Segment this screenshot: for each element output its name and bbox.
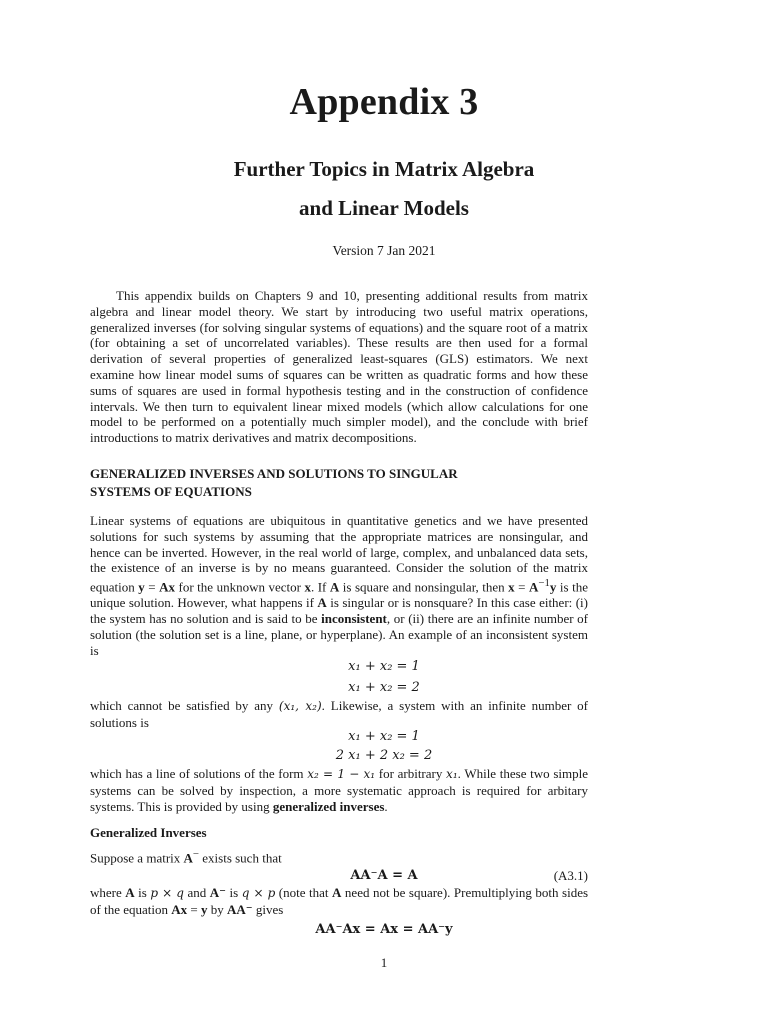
- matrix-A: A: [317, 595, 327, 611]
- chapter-title: Appendix 3: [289, 81, 479, 123]
- text-run: is singular or is nonsquare? In this case either: (i) the system has no solution and is said to be: [90, 595, 588, 627]
- equation-infinite-1: x₁ + x₂ = 1: [348, 729, 420, 744]
- matrix-A: A: [329, 579, 340, 595]
- generalized-inverse-exponent: −: [192, 848, 200, 860]
- version-date: Version 7 Jan 2021: [332, 243, 436, 258]
- section-heading-line-1: GENERALIZED INVERSES AND SOLUTIONS TO SINGULAR: [90, 466, 458, 481]
- subtitle-line-1: Further Topics in Matrix Algebra: [233, 157, 535, 181]
- paragraph-after-inconsistent: [90, 698, 588, 731]
- text-run: for the unknown vector: [175, 579, 305, 595]
- text-run: , or (ii) there are an infinite number of solution (the solution set is a line, plane, or hyperplane). An example of an inconsistent system is: [90, 611, 588, 658]
- matrix-AA-minus: AA⁻: [226, 901, 253, 917]
- section-heading: [90, 465, 588, 501]
- vector-y: y: [549, 579, 557, 595]
- equation-infinite-2: 2 x₁ + 2 x₂ = 2: [335, 748, 433, 763]
- text-run: (note that: [275, 885, 333, 900]
- matrix-A: A: [125, 885, 135, 900]
- vector-x: x: [508, 579, 515, 595]
- text-run: need not be square). Premultiplying both sides of the equation: [90, 885, 589, 917]
- matrix-A-minus: A⁻: [209, 885, 226, 900]
- equation-inconsistent-1: x₁ + x₂ = 1: [348, 659, 420, 674]
- text-run: . If: [310, 579, 330, 595]
- text-run: .: [384, 798, 388, 814]
- math-variable: x₁: [446, 767, 458, 781]
- matrix-A: A: [332, 885, 342, 900]
- text-run: which has a line of solutions of the form: [90, 766, 308, 781]
- text-run: is: [226, 885, 242, 900]
- text-run: Suppose a matrix: [90, 850, 184, 866]
- text-run: which cannot be satisfied by any: [90, 698, 279, 713]
- matrix-A: A: [529, 579, 539, 595]
- subsection-title: Generalized Inverses: [90, 825, 207, 840]
- text-run: =: [187, 901, 201, 917]
- where-paragraph: [90, 885, 588, 918]
- matrix-Ax: Ax: [159, 579, 176, 595]
- math-form: x₂ = 1 − x₁: [307, 767, 376, 781]
- math-dimension: p × q: [150, 886, 184, 900]
- page-number: 1: [380, 955, 388, 970]
- vector-y: y: [200, 901, 208, 917]
- text-run: for arbitrary: [375, 766, 447, 781]
- equation-a3-1: [0, 868, 768, 883]
- inverse-exponent: −1: [538, 577, 550, 590]
- text-run: =: [144, 579, 160, 595]
- generalized-inverse-intro-paragraph: [90, 513, 588, 659]
- matrix-A: A: [183, 850, 193, 866]
- equation-final: [0, 922, 768, 937]
- equation-final-body: AA⁻Ax = Ax = AA⁻y: [315, 922, 453, 937]
- math-pair: (x₁, x₂): [278, 699, 322, 713]
- equation-a3-1-body: AA⁻A = A: [350, 868, 418, 883]
- vector-x: x: [304, 579, 311, 595]
- math-dimension: q × p: [241, 886, 276, 900]
- text-run: by: [207, 901, 227, 917]
- paragraph-after-infinite: [90, 766, 588, 814]
- term-generalized-inverses: generalized inverses: [272, 798, 385, 814]
- section-heading-line-2: SYSTEMS OF EQUATIONS: [90, 484, 252, 499]
- text-run: . While these two simple systems can be solved by inspection, a more systematic approach is required for arbitary systems. This is provided by using: [90, 766, 588, 814]
- intro-paragraph: This appendix builds on Chapters 9 and 10, presenting additional results from matrix algebra and linear model theory. We start by introducing two useful matrix operations, generalized inverses (for solving singular systems of equations) and the square root of a matrix (for obtaining a set of uncorrelated variables). These results are then used for a formal derivation of several properties of generalized least-squares (GLS) estimators. We next examine how linear model sums of squares can be written as quadratic forms and how these sums of squares are used in formal hypothesis testing and in the construction of confidence intervals. We then turn to equivalent linear mixed models (which allow calculations for one model to be performed on a potentially much simpler model), and the conclude with brief introductions to matrix derivatives and matrix decompositions.: [90, 288, 588, 446]
- equation-number: (A3.1): [553, 868, 588, 883]
- text-run: and: [183, 885, 210, 900]
- text-run: where: [90, 885, 126, 900]
- text-run: Linear systems of equations are ubiquitous in quantitative genetics and we have presented solutions for such systems by assuming that the appropriate matrices are nonsingular, and hence can be inverted. However, in the real world of large, complex, and unbalanced data sets, the existence of an inverse is by no means guaranteed. Consider the solution of the matrix equation: [90, 513, 588, 595]
- suppose-paragraph: [90, 847, 588, 866]
- text-run: . Likewise, a system with an infinite number of solutions is: [90, 698, 588, 730]
- text-run: is the unique solution. However, what happens if: [90, 579, 588, 611]
- text-run: exists such that: [199, 850, 282, 866]
- text-run: is: [134, 885, 151, 900]
- text-run: is square and nonsingular, then: [339, 579, 509, 595]
- vector-y: y: [138, 579, 145, 595]
- equation-inconsistent-2: x₁ + x₂ = 2: [348, 680, 420, 695]
- text-run: =: [514, 579, 529, 595]
- text-run: gives: [252, 901, 284, 917]
- term-inconsistent: inconsistent: [321, 611, 387, 627]
- subtitle-line-2: and Linear Models: [299, 196, 469, 220]
- matrix-Ax: Ax: [171, 901, 188, 917]
